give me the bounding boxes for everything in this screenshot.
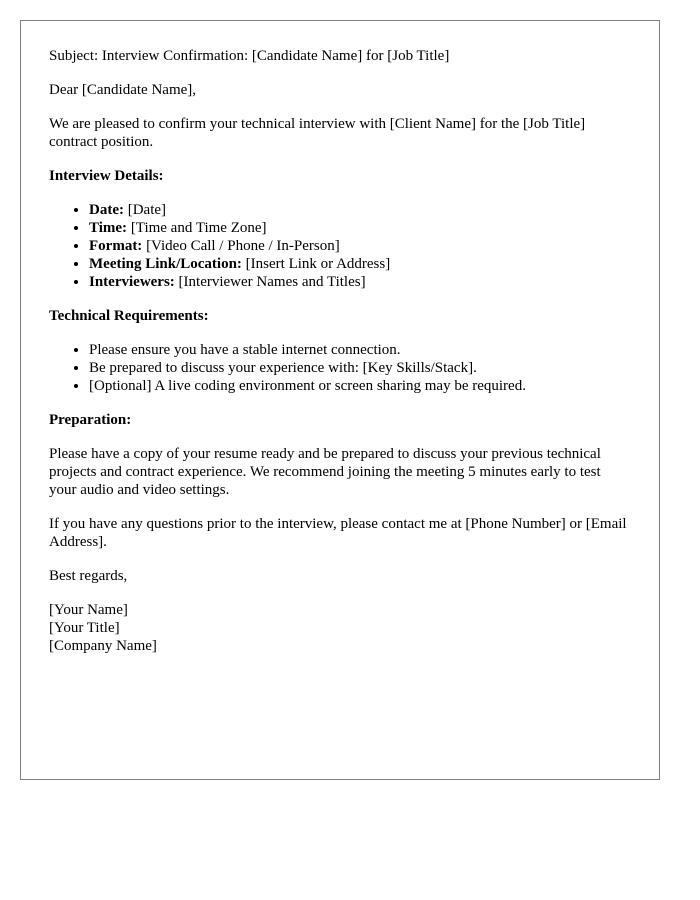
requirement-item: • Be prepared to discuss your experience with: [Key Skills/Stack].: [89, 359, 631, 377]
detail-meeting-location: [89, 255, 631, 273]
intro-paragraph: We are pleased to confirm your technical interview with [Client Name] for the [Job Title] contract position.: [49, 116, 586, 150]
technical-requirements-list: [49, 341, 631, 395]
detail-time: [89, 219, 631, 237]
detail-label: Meeting Link/Location:: [89, 256, 242, 272]
signature-name: [Your Name]: [49, 602, 128, 618]
detail-label: Time:: [89, 220, 128, 236]
letter-page: [20, 20, 660, 780]
signature-company: [Company Name]: [49, 638, 157, 654]
detail-interviewers: [89, 273, 631, 291]
detail-value: [Time and Time Zone]: [127, 220, 267, 236]
detail-value: [Insert Link or Address]: [241, 256, 391, 272]
detail-value: [Interviewer Names and Titles]: [174, 274, 366, 290]
requirement-item: • [Optional] A live coding environment or screen sharing may be required.: [89, 377, 631, 395]
detail-value: [Video Call / Phone / In-Person]: [142, 238, 340, 254]
technical-requirements-heading: Technical Requirements:: [49, 308, 209, 324]
detail-date: [89, 201, 631, 219]
preparation-heading: Preparation:: [49, 412, 132, 428]
greeting: Dear [Candidate Name],: [49, 82, 197, 98]
interview-details-list: [49, 201, 631, 291]
subject-line: Subject: Interview Confirmation: [Candidate Name] for [Job Title]: [49, 48, 450, 64]
signature-block: [49, 601, 631, 655]
detail-label: Date:: [89, 202, 124, 218]
requirement-item: • Please ensure you have a stable internet connection.: [89, 341, 631, 359]
contact-paragraph: If you have any questions prior to the interview, please contact me at [Phone Number] or [Email Address].: [49, 516, 627, 550]
detail-format: [89, 237, 631, 255]
detail-label: Format:: [89, 238, 143, 254]
signature-title: [Your Title]: [49, 620, 120, 636]
interview-details-heading: Interview Details:: [49, 168, 164, 184]
detail-label: Interviewers:: [89, 274, 175, 290]
detail-value: [Date]: [123, 202, 167, 218]
preparation-paragraph: Please have a copy of your resume ready and be prepared to discuss your previous technical projects and contract experience. We recommend joining the meeting 5 minutes early to test your audio and video settings.: [49, 446, 601, 498]
closing: Best regards,: [49, 568, 128, 584]
